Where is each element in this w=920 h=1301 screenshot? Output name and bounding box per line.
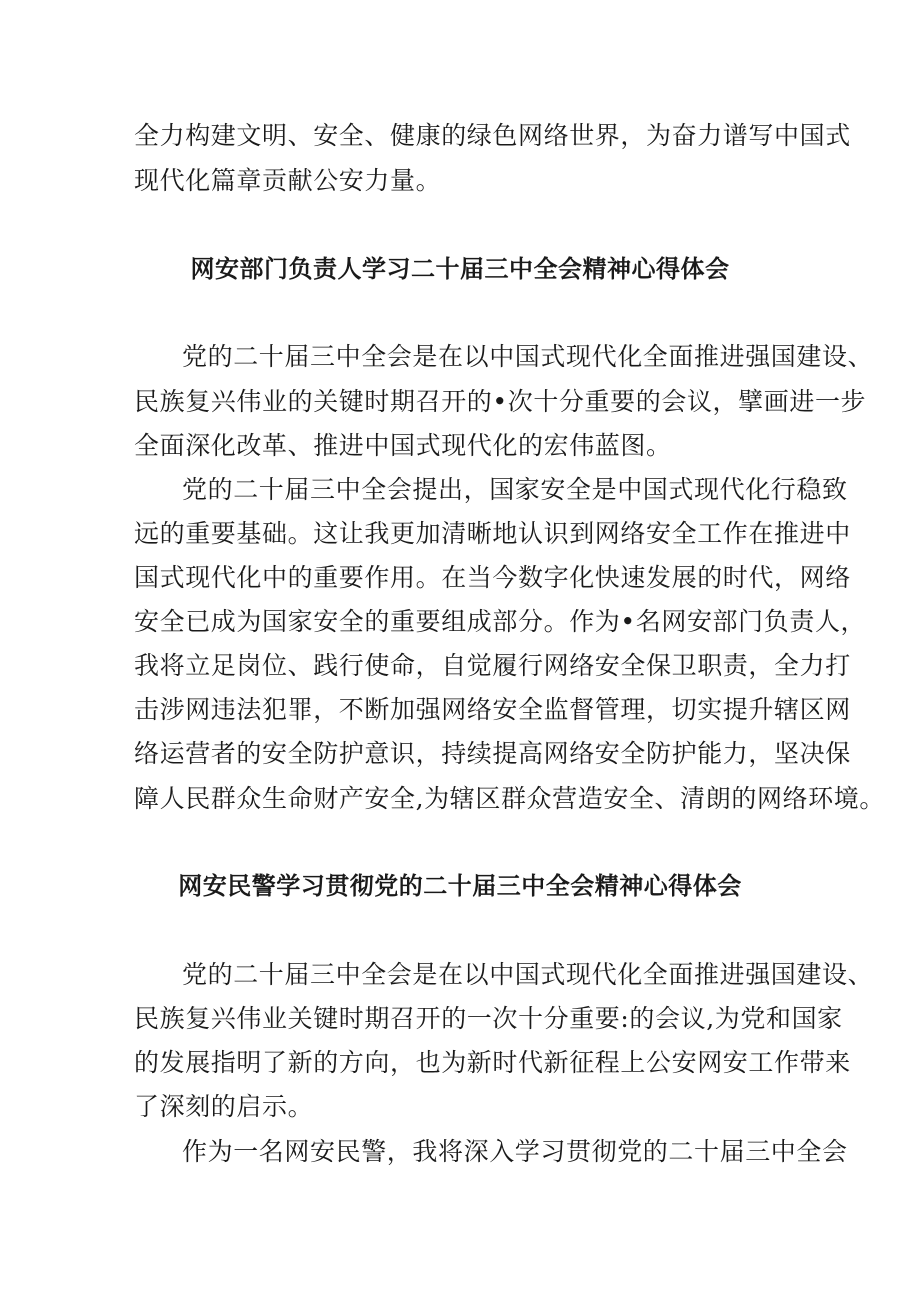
s2-p1-line-1: 党的二十届三中全会是在以中国式现代化全面推进强国建设、 (182, 960, 874, 989)
section-1-title: 网安部门负责人学习二十届三中全会精神心得体会 (190, 254, 730, 283)
s1-p2-line-5: 我将立足岗位、践行使命，自觉履行网络安全保卫职责，全力打 (134, 651, 851, 680)
intro-line-1: 全力构建文明、安全、健康的绿色网络世界，为奋力谱写中国式 (134, 121, 851, 150)
s1-p2-line-1: 党的二十届三中全会提出，国家安全是中国式现代化行稳致 (182, 475, 848, 504)
s2-p1-line-2: 民族复兴伟业关键时期召开的一次十分重要:的会议,为党和国家 (134, 1004, 843, 1033)
s2-p1-line-4: 了深刻的启示。 (134, 1092, 314, 1121)
s1-p2-line-3: 国式现代化中的重要作用。在当今数字化快速发展的时代，网络 (134, 563, 851, 592)
s1-p2-line-4: 安全已成为国家安全的重要组成部分。作为•名网安部门负责人， (134, 607, 867, 636)
s2-p1-line-3: 的发展指明了新的方向，也为新时代新征程上公安网安工作带来 (134, 1048, 851, 1077)
section-2-title: 网安民警学习贯彻党的二十届三中全会精神心得体会 (178, 871, 742, 900)
s1-p1-line-2: 民族复兴伟业的关键时期召开的•次十分重要的会议，擘画进一步 (134, 387, 867, 416)
s1-p2-line-7: 络运营者的安全防护意识，持续提高网络安全防护能力，坚决保 (134, 739, 851, 768)
s1-p2-line-6: 击涉网违法犯罪，不断加强网络安全监督管理，切实提升辖区网 (134, 695, 851, 724)
s1-p1-line-3: 全面深化改革、推进中国式现代化的宏伟蓝图。 (134, 431, 672, 460)
s2-p2-line-1: 作为一名网安民警，我将深入学习贯彻党的二十届三中全会 (182, 1137, 848, 1166)
s1-p1-line-1: 党的二十届三中全会是在以中国式现代化全面推进强国建设、 (182, 342, 874, 371)
s1-p2-line-2: 远的重要基础。这让我更加清晰地认识到网络安全工作在推进中 (134, 519, 851, 548)
s1-p2-line-8: 障人民群众生命财产安全,为辖区群众营造安全、清朗的网络环境。 (134, 784, 885, 813)
intro-line-2: 现代化篇章贡献公安力量。 (134, 166, 442, 195)
